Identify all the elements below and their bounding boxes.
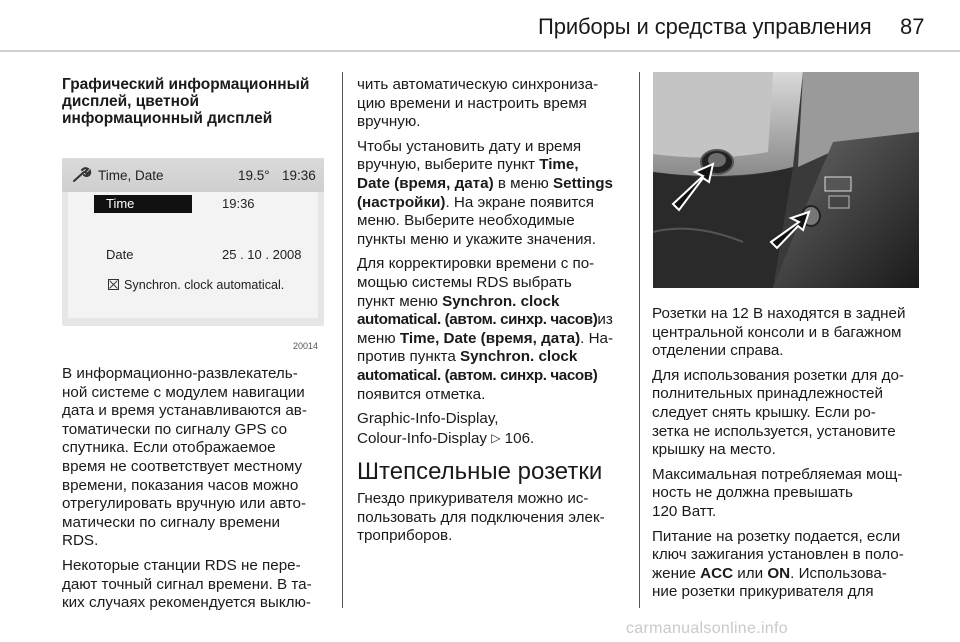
power-socket-illustration <box>653 72 919 288</box>
middle-column <box>357 76 633 552</box>
column-divider-right <box>639 72 640 608</box>
paragraph-ignition-power: Питание на розетку подается, если ключ зажигания установлен в поло- жение ACC или ON. Использова- ние розетки прикуривателя для <box>652 527 904 601</box>
column-divider-left <box>342 72 343 608</box>
checkbox-checked-icon <box>108 279 119 290</box>
left-column-body <box>62 365 336 619</box>
header-divider <box>0 50 960 52</box>
display-time-row-selected <box>94 195 192 213</box>
menu-item-settings: Settings <box>553 174 613 192</box>
paragraph-socket-location: Розетки на 12 В находятся в задней центральной консоли и в багажном отделении справа. <box>652 305 906 360</box>
ignition-on: ON <box>767 564 791 582</box>
watermark: carmanualsonline.info <box>626 620 788 637</box>
paragraph-max-power: Максимальная потребляемая мощ- ность не должна превышать 120 Ватт. <box>652 465 903 520</box>
wrench-icon <box>72 167 92 183</box>
ignition-acc: ACC <box>700 564 734 582</box>
paragraph-cigarette-lighter: Гнездо прикуривателя можно ис- пользовать для подключения элек- троприборов. <box>357 490 605 545</box>
paragraph-set-date-time: Чтобы установить дату и время вручную, выберите пункт Time, Date (время, дата) в меню Settings (настройки). На экране появится меню. Выберите необходимые пункты меню и укажите значения. <box>357 137 613 248</box>
paragraph-cross-reference: Graphic-Info-Display, Colour-Info-Display ▷ 106. <box>357 410 535 447</box>
section-heading-display: Графический информационный дисплей, цветной информационный дисплей <box>62 76 310 127</box>
page-reference-icon: ▷ <box>491 430 501 445</box>
display-clock: 19:36 <box>282 168 316 183</box>
paragraph-socket-usage: Для использования розетки для до- полнительных принадлежностей следует снять крышку. Если ро- зетка не используется, установите крышку на место. <box>652 366 904 459</box>
display-title-bar <box>62 158 324 192</box>
display-time-value: 19:36 <box>222 196 255 211</box>
page-title: Приборы и средства управления <box>538 14 872 39</box>
paragraph-manual-sync: чить автоматическую синхрониза- цию времени и настроить время вручную. <box>357 76 599 131</box>
left-column-heading <box>62 76 334 131</box>
image-code: 20014 <box>293 341 319 351</box>
display-time-label: Time <box>106 196 135 211</box>
info-display-illustration <box>62 158 324 326</box>
paragraph-rds-stations: Некоторые станции RDS не пере- дают точный сигнал времени. В та- ких случаях рекомендуется выклю- <box>62 556 312 612</box>
section-title-sockets: Штепсельные розетки <box>357 458 603 486</box>
display-date-label: Date <box>106 247 134 262</box>
page-number: 87 <box>900 14 925 39</box>
display-sync-label: Synchron. clock automatical. <box>124 278 285 292</box>
page-header <box>0 0 960 50</box>
menu-item-synchron-clock: Synchron. clock <box>442 292 560 310</box>
power-socket-photo <box>653 72 919 288</box>
paragraph-rds-correction: Для корректировки времени с по- мощью системы RDS выбрать пункт меню Synchron. clock automatical. (автом. синхр. часов)из меню Time, Date (время, дата). На- против пункта Synchron. clock automatical. (автом. синхр. часов) появится отметка. <box>357 255 614 403</box>
right-column <box>652 305 932 608</box>
display-title: Time, Date <box>98 168 164 183</box>
paragraph-navigation-time: В информационно-развлекатель- ной системе с модулем навигации дата и время устанавливаются ав- томатически по сигналу GPS со спутника. Если отображаемое время не соответствует местному времени, показания часов можно отрегулировать вручную или авто- матически по сигналу времени RDS. <box>62 365 307 550</box>
menu-item-time-date: Time, <box>539 156 579 174</box>
display-date-value: 25 . 10 . 2008 <box>222 247 302 262</box>
display-temperature: 19.5° <box>238 168 270 183</box>
